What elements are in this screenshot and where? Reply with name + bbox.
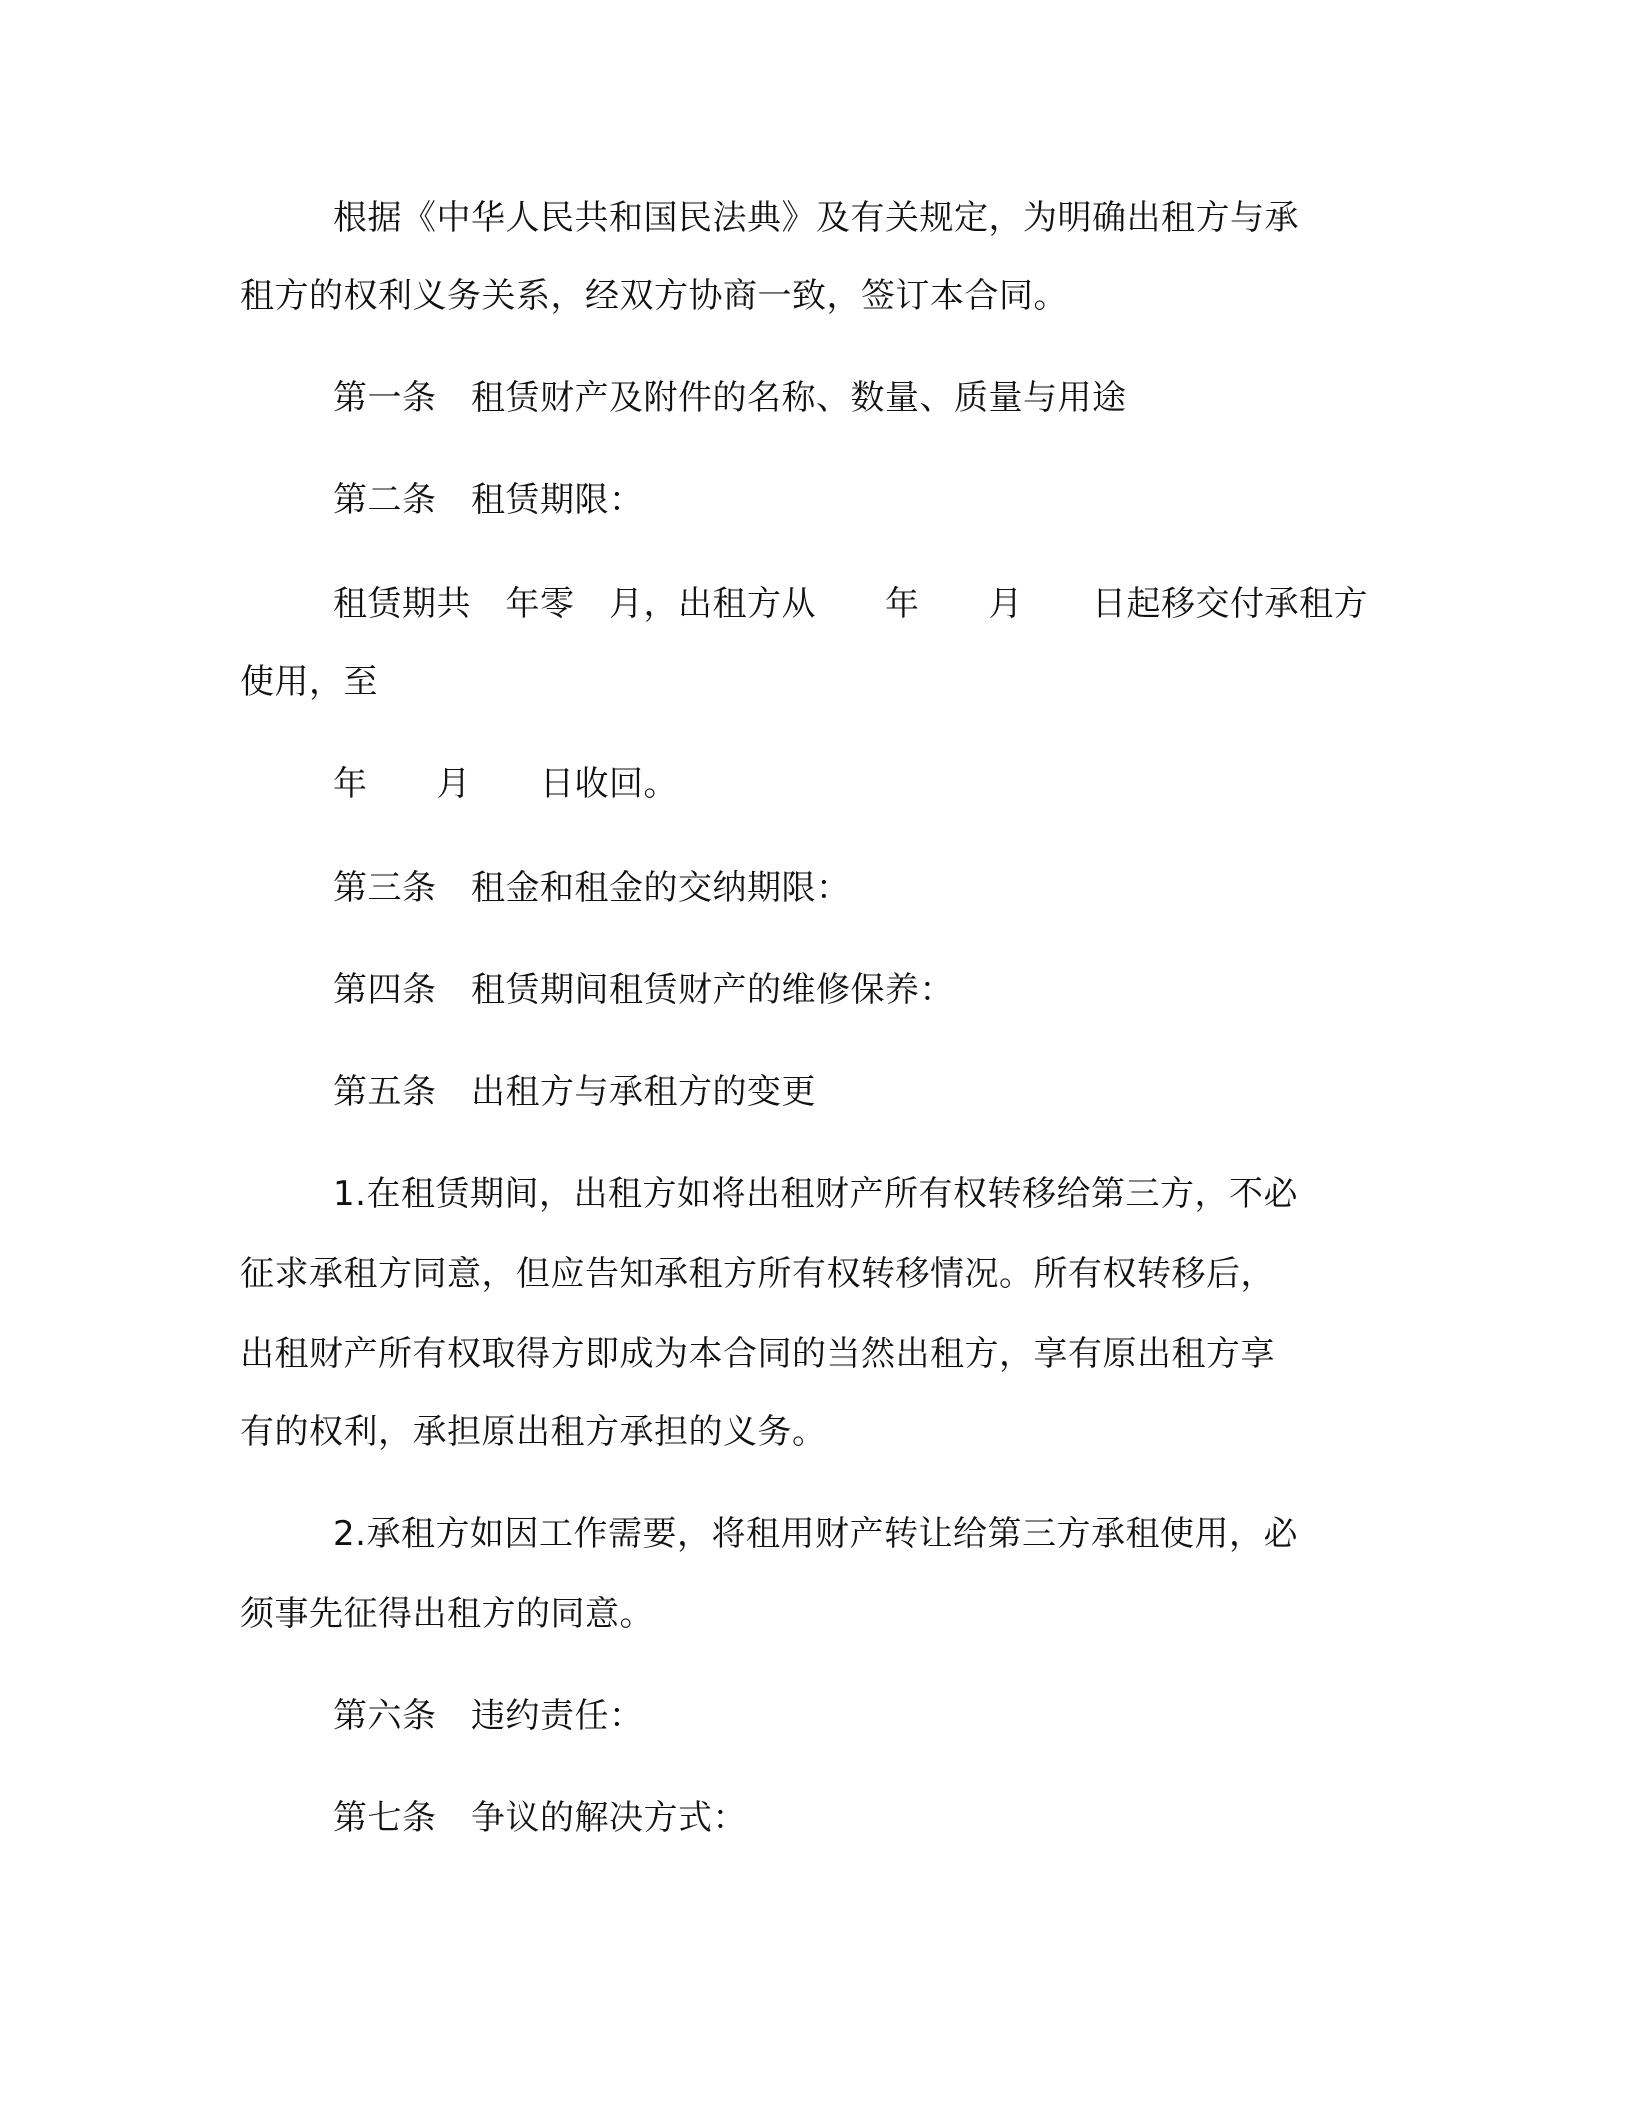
clause-1-line-3: 出租财产所有权取得方即成为本合同的当然出租方，享有原出租方享	[240, 1334, 1275, 1374]
article-4-heading: 第四条 租赁期间租赁财产的维修保养：	[333, 970, 954, 1010]
clause-2-line-2: 须事先征得出租方的同意。	[240, 1594, 654, 1634]
term-line-3: 年 月 日收回。	[333, 764, 678, 804]
clause-1-line-4: 有的权利，承担原出租方承担的义务。	[240, 1412, 827, 1452]
article-6-heading: 第六条 违约责任：	[333, 1696, 644, 1736]
term-line-2: 使用，至	[240, 662, 378, 702]
intro-line-2: 租方的权利义务关系，经双方协商一致，签订本合同。	[240, 276, 1068, 316]
article-3-heading: 第三条 租金和租金的交纳期限：	[333, 868, 851, 908]
article-1-heading: 第一条 租赁财产及附件的名称、数量、质量与用途	[333, 378, 1127, 418]
clause-1-line-1: 1.在租赁期间，出租方如将出租财产所有权转移给第三方，不必	[333, 1174, 1298, 1214]
article-5-heading: 第五条 出租方与承租方的变更	[333, 1072, 816, 1112]
intro-line-1: 根据《中华人民共和国民法典》及有关规定，为明确出租方与承	[333, 198, 1299, 238]
article-7-heading: 第七条 争议的解决方式：	[333, 1798, 747, 1838]
clause-2-line-1: 2.承租方如因工作需要，将租用财产转让给第三方承租使用，必	[333, 1514, 1298, 1554]
article-2-heading: 第二条 租赁期限：	[333, 480, 644, 520]
term-line-1: 租赁期共 年零 月，出租方从 年 月 日起移交付承租方	[333, 584, 1368, 624]
clause-1-line-2: 征求承租方同意，但应告知承租方所有权转移情况。所有权转移后，	[240, 1254, 1275, 1294]
